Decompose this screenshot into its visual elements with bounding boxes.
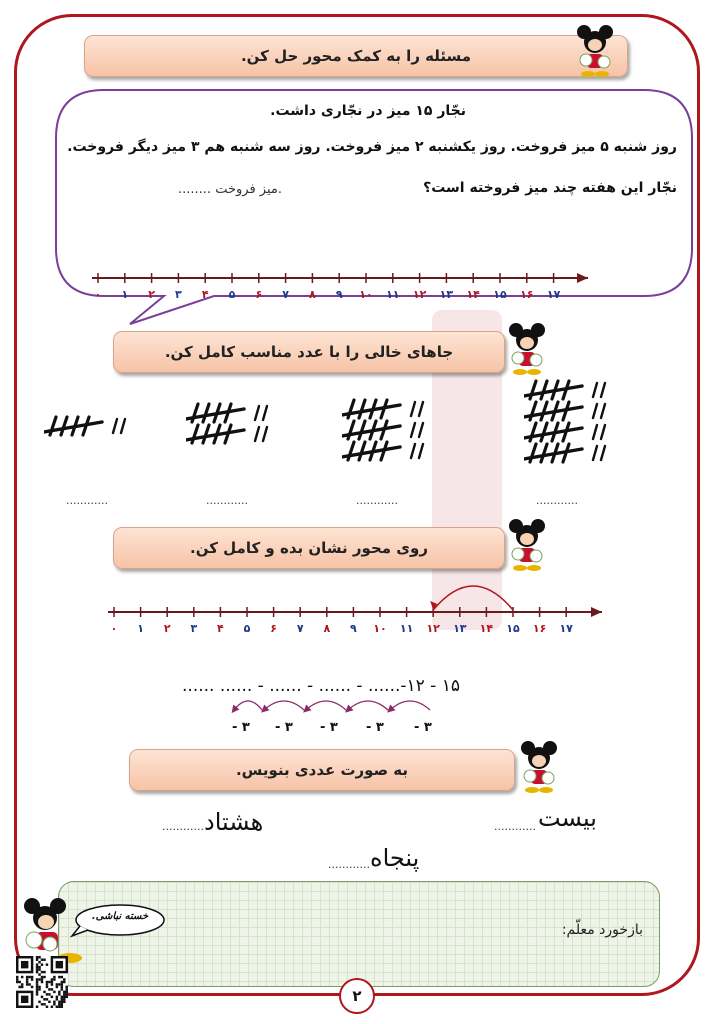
- number-line-2: [108, 580, 608, 660]
- jump-arc: [433, 586, 513, 610]
- tally-group-3: [342, 397, 432, 463]
- number-line-label: ۱۲: [426, 622, 440, 635]
- section4-title: به صورت عددی بنویس.: [235, 761, 409, 779]
- number-line-label: ۱۵: [506, 622, 520, 635]
- tally-single-pair: [593, 446, 605, 460]
- section2-title-banner: [113, 331, 505, 373]
- speech-cloud-text: خسته نباشی.: [91, 911, 149, 922]
- number-line-label: ۰: [110, 622, 118, 635]
- step-label-4: ۳ -: [275, 720, 293, 735]
- number-line-label: ۴: [201, 288, 209, 301]
- page-number: [339, 978, 375, 1014]
- problem-line-1: نجّار ۱۵ میز در نجّاری داشت.: [270, 103, 466, 119]
- section1-title-banner: [84, 35, 628, 77]
- tally-five: [186, 404, 244, 422]
- number-line-label: ۵: [243, 622, 251, 635]
- tally-group-1: [44, 414, 134, 440]
- number-word-blank-2[interactable]: ............: [162, 820, 204, 833]
- tally-five: [342, 400, 400, 418]
- tally-answer-blank-4[interactable]: ............: [536, 494, 578, 507]
- number-line-label: ۱۷: [559, 622, 573, 635]
- problem-question: نجّار این هفته چند میز فروخته است؟: [423, 180, 677, 196]
- section4-title-banner: [129, 749, 515, 791]
- tally-five: [186, 425, 244, 443]
- tally-five: [524, 444, 582, 462]
- tally-five: [342, 442, 400, 460]
- tally-single-pair: [255, 427, 267, 441]
- tally-answer-blank-1[interactable]: ............: [66, 494, 108, 507]
- section3-title: روی محور نشان بده و کامل کن.: [190, 539, 428, 557]
- page-number-text: ۲: [352, 987, 362, 1005]
- number-line-label: ۳: [190, 622, 198, 635]
- tally-single-pair: [411, 444, 423, 458]
- sequence-hop-arrows: [230, 694, 440, 718]
- tally-single-pair: [255, 406, 267, 420]
- tally-single-pair: [113, 419, 125, 433]
- tally-single-pair: [411, 402, 423, 416]
- number-line-label: ۱۲: [412, 288, 427, 301]
- tally-single-pair: [593, 383, 605, 397]
- problem-answer-blank[interactable]: ........ میز فروخت.: [178, 182, 283, 197]
- step-label-3: ۳ -: [320, 720, 338, 735]
- number-line-label: ۱۶: [532, 622, 547, 635]
- number-line-label: ۱۱: [399, 622, 414, 635]
- number-line-label: ۶: [255, 288, 263, 301]
- teacher-feedback-label: بازخورد معلّم:: [561, 922, 643, 938]
- number-line-label: ۱۶: [520, 288, 534, 301]
- subtraction-sequence[interactable]: ۱۵ - ۱۲-...... - ...... - ...... - ...... ......: [182, 676, 460, 696]
- number-line-label: ۵: [228, 288, 236, 301]
- number-line-label: ۹: [335, 288, 343, 301]
- mickey-mascot-icon: [506, 518, 550, 572]
- number-line-label: ۷: [296, 622, 304, 635]
- jump-arc-arrow-icon: [430, 601, 437, 610]
- arrow-head-icon: [591, 607, 602, 617]
- number-line-label: ۴: [217, 622, 224, 635]
- tally-single-pair: [593, 425, 605, 439]
- arrow-head-icon: [577, 273, 588, 283]
- number-word-blank-1[interactable]: ............: [494, 820, 536, 833]
- number-line-label: ۸: [309, 288, 316, 301]
- number-word-bist: بیست: [538, 804, 597, 832]
- step-label-2: ۳ -: [366, 720, 384, 735]
- number-line-label: ۱۵: [493, 288, 507, 301]
- mickey-mascot-icon: [574, 24, 618, 78]
- step-label-1: ۳ -: [414, 720, 432, 735]
- tally-single-pair: [411, 423, 423, 437]
- tally-five: [44, 417, 102, 435]
- tally-group-4: [524, 378, 614, 470]
- number-line-label: ۳: [175, 288, 182, 301]
- number-line-label: ۱۰: [373, 622, 387, 635]
- section3-title-banner: [113, 527, 505, 569]
- tally-answer-blank-2[interactable]: ............: [206, 494, 248, 507]
- section1-title: مسئله را به کمک محور حل کن.: [240, 47, 472, 65]
- section2-title: جاهای خالی را با عدد مناسب کامل کن.: [164, 343, 454, 361]
- number-line-label: ۸: [323, 622, 331, 635]
- number-line-label: ۱۱: [386, 288, 400, 301]
- number-line-label: ۱۳: [439, 288, 454, 301]
- number-word-panjah: پنجاه: [370, 844, 420, 872]
- mickey-mascot-icon: [506, 322, 550, 376]
- qr-code-icon[interactable]: [16, 956, 68, 1008]
- speech-cloud: [70, 902, 166, 942]
- tally-single-pair: [593, 404, 605, 418]
- tally-five: [524, 381, 582, 399]
- number-line-label: ۲: [148, 288, 155, 301]
- number-line-label: ۱۳: [453, 622, 467, 635]
- number-line-label: ۱۴: [479, 622, 494, 635]
- number-line-label: ۶: [270, 622, 277, 635]
- number-word-blank-3[interactable]: ............: [328, 858, 370, 871]
- number-line-1: [88, 268, 598, 308]
- number-line-label: ۲: [163, 622, 171, 635]
- number-line-label: ۰: [94, 288, 102, 301]
- tally-answer-blank-3[interactable]: ............: [356, 494, 398, 507]
- number-word-hashtad: هشتاد: [204, 808, 264, 836]
- number-line-label: ۹: [350, 622, 357, 635]
- tally-five: [524, 402, 582, 420]
- number-line-label: ۱۴: [466, 288, 480, 301]
- problem-line-2: روز شنبه ۵ میز فروخت. روز یکشنبه ۲ میز فروخت. روز سه شنبه هم ۳ میز دیگر فروخت.: [67, 139, 677, 155]
- number-line-label: ۷: [282, 288, 289, 301]
- number-line-label: ۱۷: [546, 288, 561, 301]
- tally-five: [342, 421, 400, 439]
- step-label-5: ۳ -: [232, 720, 250, 735]
- number-line-label: ۱۰: [359, 288, 373, 301]
- number-line-label: ۱: [137, 622, 144, 635]
- tally-five: [524, 423, 582, 441]
- tally-group-2: [186, 401, 276, 447]
- mickey-mascot-icon: [518, 740, 562, 794]
- number-line-label: ۱: [121, 288, 129, 301]
